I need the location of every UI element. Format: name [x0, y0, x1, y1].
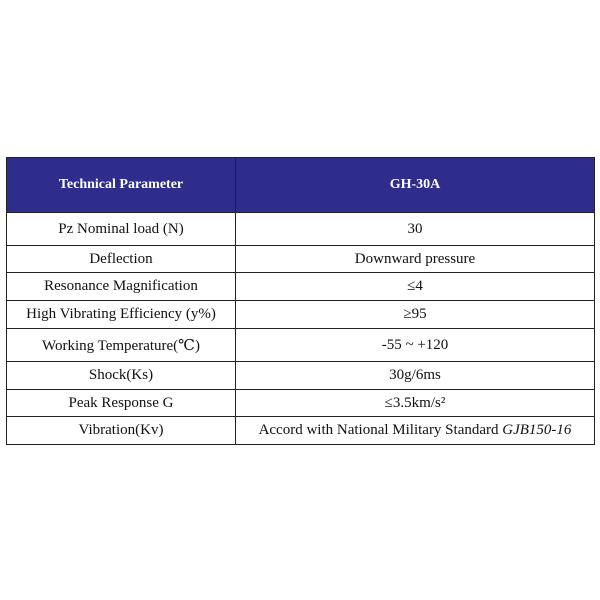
technical-parameter-table — [6, 157, 595, 445]
param-cell: High Vibrating Efficiency (y%) — [7, 301, 236, 329]
param-cell: Working Temperature(℃) — [7, 329, 236, 362]
value-text: Accord with National Military Standard — [258, 422, 499, 438]
table-row — [7, 390, 595, 417]
table-row — [7, 301, 595, 329]
standard-code: GJB150-16 — [502, 422, 572, 438]
header-model: GH-30A — [236, 158, 595, 213]
param-cell: Resonance Magnification — [7, 273, 236, 301]
param-cell: Vibration(Kv) — [7, 417, 236, 445]
value-cell: 30 — [236, 213, 595, 246]
value-cell: -55 ~ +120 — [236, 329, 595, 362]
value-cell — [236, 417, 595, 445]
value-cell: Downward pressure — [236, 246, 595, 273]
param-cell: Shock(Ks) — [7, 362, 236, 390]
value-cell: 30g/6ms — [236, 362, 595, 390]
table-row — [7, 273, 595, 301]
value-cell: ≤3.5km/s² — [236, 390, 595, 417]
table-row — [7, 213, 595, 246]
param-cell: Deflection — [7, 246, 236, 273]
table-row — [7, 417, 595, 445]
header-parameter: Technical Parameter — [7, 158, 236, 213]
value-cell: ≥95 — [236, 301, 595, 329]
table-row — [7, 362, 595, 390]
table-row — [7, 246, 595, 273]
param-cell: Peak Response G — [7, 390, 236, 417]
param-cell: Pz Nominal load (N) — [7, 213, 236, 246]
table-header-row — [7, 158, 595, 213]
table-row — [7, 329, 595, 362]
value-cell: ≤4 — [236, 273, 595, 301]
